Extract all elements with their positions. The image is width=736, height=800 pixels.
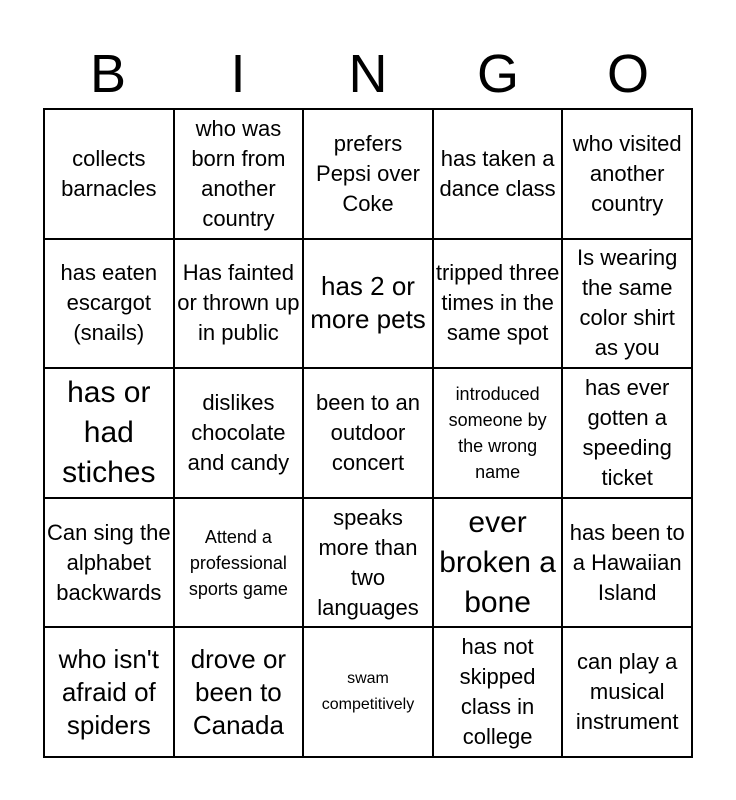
cell-text: can play a musical instrument <box>575 649 679 735</box>
cell-text: collects barnacles <box>61 145 157 201</box>
cell-text: speaks more than two languages <box>317 504 419 620</box>
bingo-grid <box>43 108 693 758</box>
bingo-cell[interactable] <box>303 498 433 628</box>
header-letter-b: B <box>89 44 127 104</box>
bingo-cell[interactable] <box>44 239 174 369</box>
cell-text: prefers Pepsi over Coke <box>316 130 420 216</box>
bingo-cell[interactable] <box>174 239 304 369</box>
bingo-cell[interactable] <box>562 498 692 628</box>
bingo-cell[interactable] <box>562 109 692 239</box>
cell-text: who isn't afraid of spiders <box>58 643 159 740</box>
header-letter-n: N <box>348 44 388 104</box>
cell-text: Attend a professional sports game <box>188 526 288 599</box>
bingo-cell[interactable] <box>433 239 563 369</box>
bingo-cell[interactable] <box>433 368 563 498</box>
cell-text: tripped three times in the same spot <box>435 260 560 346</box>
bingo-cell[interactable] <box>433 109 563 239</box>
cell-text: has taken a dance class <box>439 145 556 201</box>
cell-text: ever broken a bone <box>439 505 556 619</box>
cell-text: has 2 or more pets <box>310 271 426 335</box>
header-letter-g: G <box>476 44 519 104</box>
bingo-cell[interactable] <box>174 368 304 498</box>
cell-text: who visited another country <box>572 130 682 216</box>
bingo-cell[interactable] <box>303 368 433 498</box>
bingo-cell[interactable] <box>303 109 433 239</box>
cell-text: introduced someone by the wrong name <box>448 383 547 482</box>
bingo-cell[interactable] <box>433 498 563 628</box>
cell-text: has ever gotten a speeding ticket <box>582 374 672 490</box>
cell-text: dislikes chocolate and candy <box>187 389 290 475</box>
bingo-cell[interactable] <box>303 239 433 369</box>
cell-text: who was born from another country <box>191 115 286 231</box>
bingo-cell[interactable] <box>433 627 563 757</box>
bingo-cell[interactable] <box>562 627 692 757</box>
bingo-cell[interactable] <box>174 627 304 757</box>
bingo-cell[interactable] <box>562 368 692 498</box>
cell-text: has not skipped class in college <box>459 634 536 750</box>
bingo-cell[interactable] <box>44 109 174 239</box>
cell-text: Is wearing the same color shirt as you <box>577 245 678 361</box>
cell-text: Has fainted or thrown up in public <box>177 260 300 346</box>
cell-text: has eaten escargot (snails) <box>60 260 158 346</box>
header-letter-i: I <box>230 44 246 104</box>
bingo-cell[interactable] <box>174 498 304 628</box>
cell-text: been to an outdoor concert <box>316 389 420 475</box>
cell-text: swam competitively <box>321 670 415 714</box>
bingo-cell[interactable] <box>44 627 174 757</box>
bingo-cell[interactable] <box>44 368 174 498</box>
bingo-header <box>43 42 693 106</box>
bingo-cell[interactable] <box>44 498 174 628</box>
cell-text: has been to a Hawaiian Island <box>569 519 685 605</box>
bingo-cell[interactable] <box>174 109 304 239</box>
cell-text: drove or been to Canada <box>190 643 287 740</box>
cell-text: Can sing the alphabet backwards <box>47 519 171 605</box>
header-letter-o: O <box>606 44 649 104</box>
bingo-cell[interactable] <box>303 627 433 757</box>
cell-text: has or had stiches <box>62 375 156 489</box>
bingo-cell[interactable] <box>562 239 692 369</box>
